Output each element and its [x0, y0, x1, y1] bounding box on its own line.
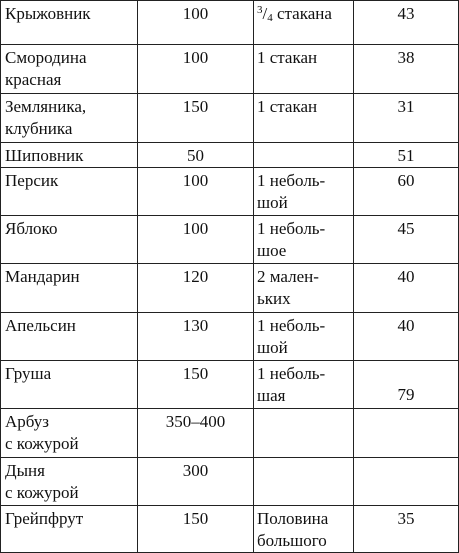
fruit-name: Груша: [1, 361, 138, 409]
weight-cell: 150: [138, 361, 254, 409]
portion-cell: [254, 143, 354, 168]
portion-unit: стакана: [276, 4, 332, 23]
weight-cell: 150: [138, 94, 254, 143]
weight-cell: 350–400: [138, 409, 254, 458]
fruit-name: Смородина красная: [1, 45, 138, 94]
fraction-numerator: 3: [257, 4, 263, 16]
value-cell: 40: [354, 264, 459, 313]
weight-cell: 100: [138, 216, 254, 264]
portion-cell: 1 неболь- шой: [254, 168, 354, 216]
weight-cell: 100: [138, 45, 254, 94]
table-row: [1, 45, 459, 94]
portion-cell: 1 стакан: [254, 94, 354, 143]
weight-cell: 120: [138, 264, 254, 313]
portion-cell: 1 неболь- шая: [254, 361, 354, 409]
portion-cell: 1 стакан: [254, 45, 354, 94]
table-row: [1, 143, 459, 168]
portion-cell: Половина большого: [254, 506, 354, 553]
value-cell: 60: [354, 168, 459, 216]
value-cell: [354, 458, 459, 506]
fruit-name: Земляника, клубника: [1, 94, 138, 143]
value-cell: 35: [354, 506, 459, 553]
fruit-name: Арбуз с кожурой: [1, 409, 138, 458]
value-cell: 45: [354, 216, 459, 264]
fruit-name: Персик: [1, 168, 138, 216]
fruit-name: Мандарин: [1, 264, 138, 313]
portion-cell: 1 неболь- шое: [254, 216, 354, 264]
table-row: [1, 361, 459, 409]
portion-cell: $^3$/4 стакана: [254, 1, 354, 45]
value-cell: [354, 409, 459, 458]
value-text: 79: [397, 385, 415, 404]
weight-cell: 50: [138, 143, 254, 168]
portion-cell: 1 неболь- шой: [254, 313, 354, 361]
fruit-name: Крыжовник: [1, 1, 138, 45]
table-row: [1, 94, 459, 143]
fruit-name: Шиповник: [1, 143, 138, 168]
table-row: [1, 264, 459, 313]
weight-cell: 100: [138, 1, 254, 45]
fraction-denominator: 4: [267, 12, 273, 24]
value-cell: 51: [354, 143, 459, 168]
table-row: [1, 168, 459, 216]
weight-cell: 130: [138, 313, 254, 361]
fruit-name: Грейпфрут: [1, 506, 138, 553]
value-cell: 31: [354, 94, 459, 143]
weight-cell: 100: [138, 168, 254, 216]
value-cell: [354, 361, 459, 409]
weight-cell: 150: [138, 506, 254, 553]
table-row: [1, 313, 459, 361]
weight-cell: 300: [138, 458, 254, 506]
fruit-name: Дыня с кожурой: [1, 458, 138, 506]
fruit-name: Апельсин: [1, 313, 138, 361]
value-cell: 38: [354, 45, 459, 94]
portion-cell: [254, 409, 354, 458]
value-cell: 43: [354, 1, 459, 45]
table-row: [1, 1, 459, 45]
table-row: [1, 506, 459, 553]
value-cell: 40: [354, 313, 459, 361]
fruit-name: Яблоко: [1, 216, 138, 264]
table-row: [1, 216, 459, 264]
table-row: [1, 458, 459, 506]
portion-cell: [254, 458, 354, 506]
portion-cell: 2 мален- ьких: [254, 264, 354, 313]
table-row: [1, 409, 459, 458]
